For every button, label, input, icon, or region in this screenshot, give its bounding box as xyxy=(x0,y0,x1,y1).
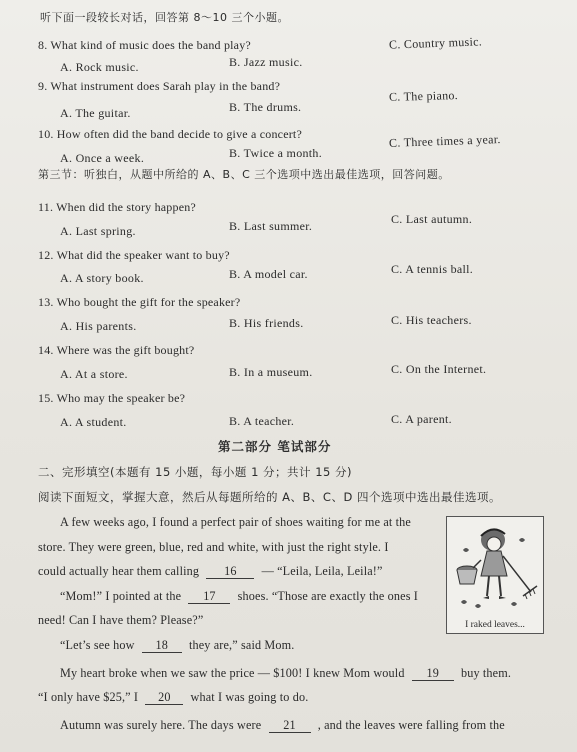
question-12: 12. What did the speaker want to buy? xyxy=(38,248,230,262)
q11-option-a[interactable]: A. Last spring. xyxy=(60,224,136,238)
passage-text: could actually hear them calling xyxy=(38,564,200,578)
girl-raking-leaves-drawing xyxy=(451,520,539,612)
q13-option-a[interactable]: A. His parents. xyxy=(60,319,137,333)
passage-text: “Mom!” I pointed at the xyxy=(60,589,182,603)
passage-line-7 xyxy=(60,666,511,681)
part-2-title: 第二部分 笔试部分 xyxy=(218,439,332,454)
cloze-blank-18[interactable]: 18 xyxy=(142,639,182,653)
passage-text: buy them. xyxy=(460,666,512,680)
q8-option-b[interactable]: B. Jazz music. xyxy=(229,55,303,69)
question-8: 8. What kind of music does the band play? xyxy=(38,38,251,52)
q9-option-b[interactable]: B. The drums. xyxy=(229,100,302,114)
passage-text: they are,” said Mom. xyxy=(188,638,295,652)
q12-option-b[interactable]: B. A model car. xyxy=(229,267,308,281)
passage-line-8 xyxy=(38,690,308,705)
passage-text: Autumn was surely here. The days were xyxy=(60,718,262,732)
passage-line-9 xyxy=(60,718,505,733)
question-13: 13. Who bought the gift for the speaker? xyxy=(38,295,241,309)
cloze-blank-20[interactable]: 20 xyxy=(145,691,183,705)
passage-line-5: need! Can I have them? Please?” xyxy=(38,613,204,627)
cloze-blank-16[interactable]: 16 xyxy=(206,565,254,579)
question-10: 10. How often did the band decide to give a concert? xyxy=(38,127,302,141)
passage-text: what I was going to do. xyxy=(190,690,309,704)
q10-option-a[interactable]: A. Once a week. xyxy=(60,151,145,165)
passage-text: My heart broke when we saw the price — $100! I knew Mom would xyxy=(60,666,405,680)
passage-text: — “Leila, Leila, Leila!” xyxy=(261,564,383,578)
q9-option-c[interactable]: C. The piano. xyxy=(388,88,459,104)
q12-option-a[interactable]: A. A story book. xyxy=(60,271,144,285)
passage-text: shoes. “Those are exactly the ones I xyxy=(237,589,418,603)
q10-option-b[interactable]: B. Twice a month. xyxy=(229,146,323,160)
q8-option-c[interactable]: C. Country music. xyxy=(388,34,483,52)
q14-option-a[interactable]: A. At a store. xyxy=(60,367,128,381)
q13-option-c[interactable]: C. His teachers. xyxy=(391,313,472,327)
section-3-instruction: 第三节：听独白，从题中所给的 A、B、C 三个选项中选出最佳选项，回答问题。 xyxy=(38,168,450,181)
q13-option-b[interactable]: B. His friends. xyxy=(229,316,304,330)
q12-option-c[interactable]: C. A tennis ball. xyxy=(391,262,474,276)
q11-option-b[interactable]: B. Last summer. xyxy=(229,219,313,233)
listening-instruction-8-10: 听下面一段较长对话，回答第 8～10 三个小题。 xyxy=(40,11,289,24)
passage-line-2: store. They were green, blue, red and white, with just the right style. I xyxy=(38,540,389,554)
q11-option-c[interactable]: C. Last autumn. xyxy=(391,212,473,226)
passage-line-6 xyxy=(60,638,294,653)
question-14: 14. Where was the gift bought? xyxy=(38,343,195,357)
question-11: 11. When did the story happen? xyxy=(38,200,196,214)
q15-option-b[interactable]: B. A teacher. xyxy=(229,414,295,428)
q14-option-b[interactable]: B. In a museum. xyxy=(229,365,313,379)
passage-text: “I only have $25,” I xyxy=(38,690,139,704)
cloze-blank-21[interactable]: 21 xyxy=(269,719,311,733)
passage-text: , and the leaves were falling from the xyxy=(317,718,505,732)
cloze-blank-19[interactable]: 19 xyxy=(412,667,454,681)
cloze-blank-17[interactable]: 17 xyxy=(188,590,230,604)
raking-leaves-illustration xyxy=(446,516,544,634)
passage-line-1: A few weeks ago, I found a perfect pair of shoes waiting for me at the xyxy=(60,515,411,529)
q15-option-a[interactable]: A. A student. xyxy=(60,415,127,429)
q10-option-c[interactable]: C. Three times a year. xyxy=(388,132,501,150)
question-15: 15. Who may the speaker be? xyxy=(38,391,186,405)
q14-option-c[interactable]: C. On the Internet. xyxy=(391,362,487,376)
passage-text: “Let’s see how xyxy=(60,638,135,652)
q8-option-a[interactable]: A. Rock music. xyxy=(60,60,139,74)
question-9: 9. What instrument does Sarah play in the band? xyxy=(38,79,281,93)
passage-line-4 xyxy=(60,589,418,604)
cloze-instruction: 阅读下面短文，掌握大意，然后从每题所给的 A、B、C、D 四个选项中选出最佳选项。 xyxy=(38,490,501,504)
illustration-caption: I raked leaves... xyxy=(465,620,525,630)
cloze-heading: 二、完形填空(本题有 15 小题，每小题 1 分；共计 15 分) xyxy=(38,465,352,479)
passage-line-3 xyxy=(38,564,383,579)
q15-option-c[interactable]: C. A parent. xyxy=(391,412,452,426)
q9-option-a[interactable]: A. The guitar. xyxy=(60,106,131,120)
